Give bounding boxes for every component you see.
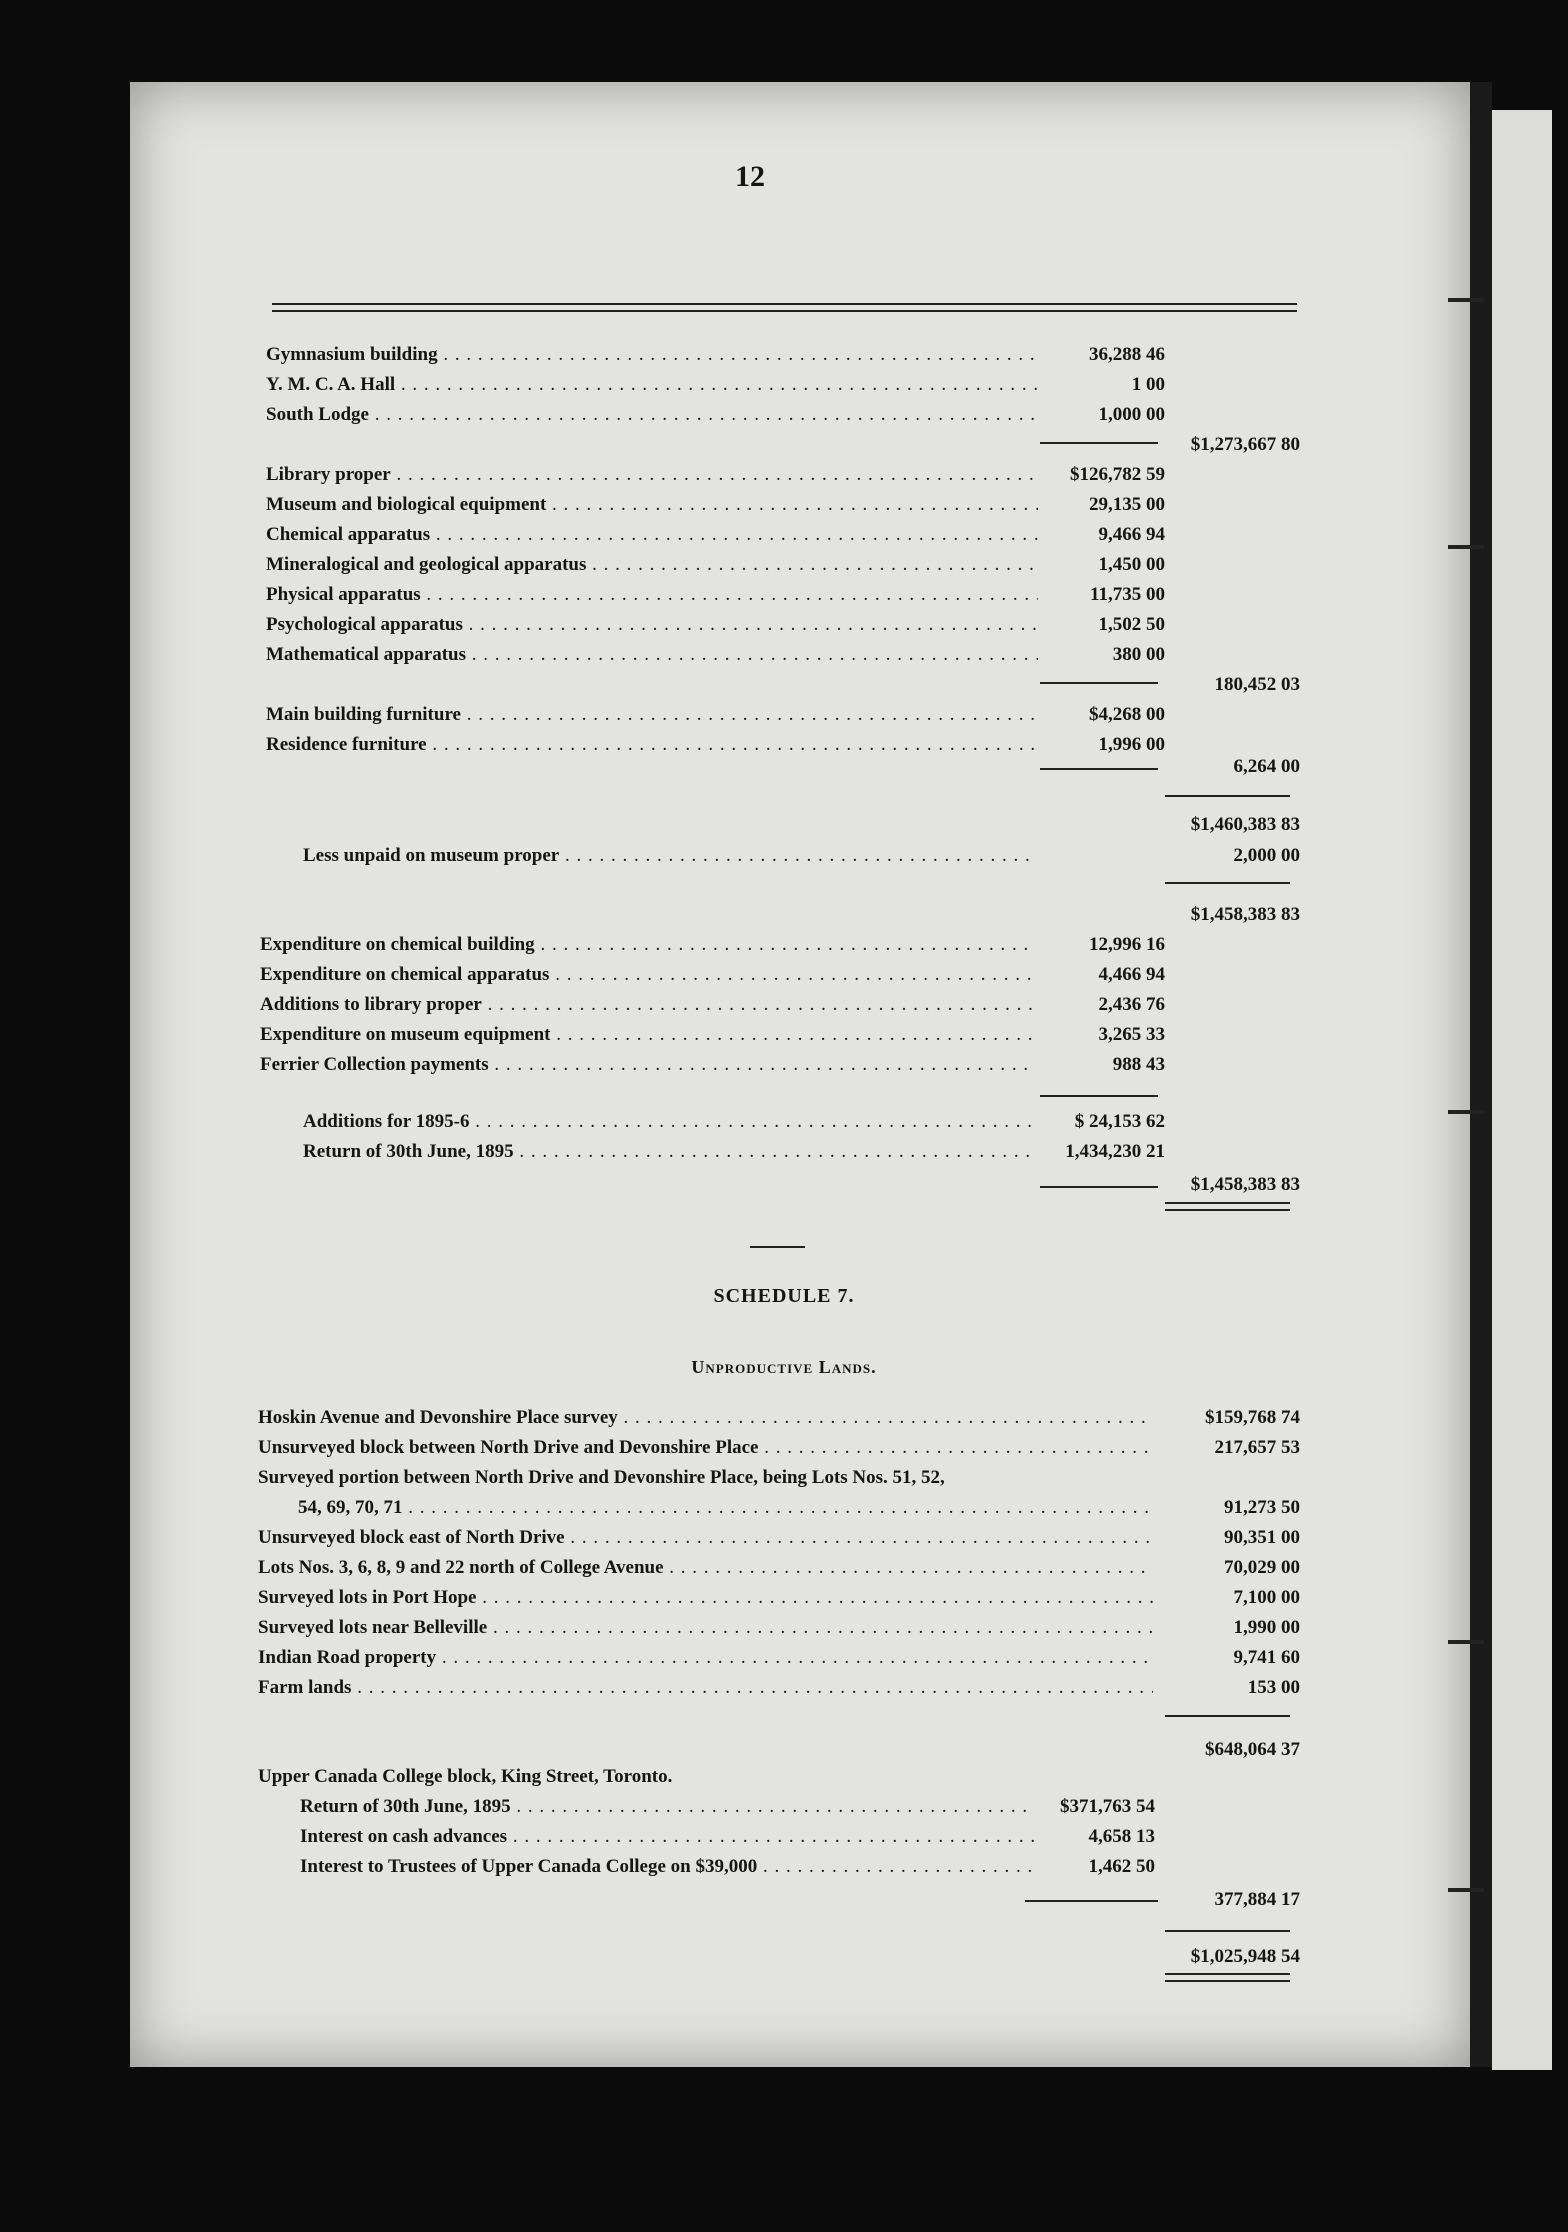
row-label: Library proper . . . <box>266 460 1038 490</box>
row-label-line: Surveyed portion between North Drive and Devonshire Place, being Lots Nos. 51, 52, <box>258 1467 945 1488</box>
row-amount: 1,434,230 21 <box>1065 1141 1165 1162</box>
subtotal: $1,458,383 83 <box>1190 904 1300 925</box>
ledger-total-row <box>0 1170 1568 1200</box>
row-label: Less unpaid on museum proper . . . <box>303 841 1033 871</box>
ledger-row <box>0 1433 1568 1463</box>
row-label: Residence furniture . . . <box>266 730 1038 760</box>
ledger-row <box>0 460 1568 490</box>
row-amount: 36,288 46 <box>1089 344 1165 365</box>
row-label: Expenditure on chemical apparatus . . . <box>260 960 1035 990</box>
row-label: Physical apparatus . . . <box>266 580 1038 610</box>
double-rule <box>1165 1973 1290 1982</box>
ledger-total-row <box>0 1885 1568 1915</box>
row-amount: 1,996 00 <box>1098 734 1165 755</box>
row-amount: 91,273 50 <box>1224 1497 1300 1518</box>
subtotal: $1,460,383 83 <box>1190 814 1300 835</box>
ucc-heading: Upper Canada College block, King Street, Toronto. <box>258 1766 673 1787</box>
ledger-row <box>0 520 1568 550</box>
row-amount: 7,100 00 <box>1233 1587 1300 1608</box>
ledger-row <box>0 400 1568 430</box>
ledger-row <box>0 1583 1568 1613</box>
ledger-total-row <box>0 1942 1568 1972</box>
row-label: Return of 30th June, 1895 . . . <box>300 1792 1035 1822</box>
row-label: Main building furniture . . . <box>266 700 1038 730</box>
row-label: Gymnasium building . . . <box>266 340 1038 370</box>
binding-mark <box>1448 298 1484 302</box>
row-amount: 1 00 <box>1131 374 1165 395</box>
ledger-row <box>0 1553 1568 1583</box>
schedule-subtitle: Unproductive Lands. <box>691 1357 877 1377</box>
row-amount: $ 24,153 62 <box>1074 1111 1165 1132</box>
row-label: Mathematical apparatus . . . <box>266 640 1038 670</box>
ledger-row <box>0 960 1568 990</box>
row-amount: 9,741 60 <box>1233 1647 1300 1668</box>
ledger-row <box>0 370 1568 400</box>
row-amount: 1,462 50 <box>1088 1856 1155 1877</box>
row-label: Lots Nos. 3, 6, 8, 9 and 22 north of College Avenue . . . <box>258 1553 1153 1583</box>
row-label: Indian Road property . . . <box>258 1643 1153 1673</box>
ledger-row <box>0 1613 1568 1643</box>
ledger-row <box>0 1137 1568 1167</box>
row-label: Additions to library proper . . . <box>260 990 1035 1020</box>
ledger-row <box>0 610 1568 640</box>
row-label: Mineralogical and geological apparatus . . . <box>266 550 1038 580</box>
page-number: 12 <box>735 160 765 193</box>
ledger-row <box>0 1792 1568 1822</box>
row-amount: 4,658 13 <box>1088 1826 1155 1847</box>
row-label: Additions for 1895-6 . . . <box>303 1107 1033 1137</box>
row-amount: $126,782 59 <box>1070 464 1165 485</box>
block-total: 180,452 03 <box>1214 674 1300 695</box>
row-amount: 29,135 00 <box>1089 494 1165 515</box>
row-amount: $371,763 54 <box>1060 1796 1155 1817</box>
row-label: Interest on cash advances . . . <box>300 1822 1035 1852</box>
schedule-title: SCHEDULE 7. <box>713 1285 855 1307</box>
ledger-row <box>0 1523 1568 1553</box>
row-label: Unsurveyed block between North Drive and Devonshire Place . . . <box>258 1433 1153 1463</box>
lands-total: $648,064 37 <box>1205 1739 1300 1760</box>
row-amount: $159,768 74 <box>1205 1407 1300 1428</box>
row-label: Farm lands . . . <box>258 1673 1153 1703</box>
row-label: Chemical apparatus . . . <box>266 520 1038 550</box>
row-label: Y. M. C. A. Hall . . . <box>266 370 1038 400</box>
row-amount: 380 00 <box>1112 644 1165 665</box>
row-label: Expenditure on chemical building . . . <box>260 930 1035 960</box>
sum-rule <box>1165 882 1290 884</box>
row-amount: 1,990 00 <box>1233 1617 1300 1638</box>
ledger-row <box>0 1403 1568 1433</box>
row-label: Surveyed lots near Belleville . . . <box>258 1613 1153 1643</box>
block-total: 6,264 00 <box>1233 756 1300 777</box>
ledger-row <box>0 1020 1568 1050</box>
row-amount: 11,735 00 <box>1090 584 1165 605</box>
ledger-row <box>0 930 1568 960</box>
ledger-row <box>0 1643 1568 1673</box>
sum-rule <box>1040 1095 1158 1097</box>
ledger-total-row <box>0 752 1568 782</box>
row-amount: 217,657 53 <box>1214 1437 1300 1458</box>
double-rule <box>1165 1202 1290 1211</box>
row-amount: 2,000 00 <box>1233 845 1300 866</box>
ledger-row <box>0 550 1568 580</box>
row-amount: 9,466 94 <box>1098 524 1165 545</box>
row-amount: 90,351 00 <box>1224 1527 1300 1548</box>
row-label: Museum and biological equipment . . . <box>266 490 1038 520</box>
ledger-total-row <box>0 430 1568 460</box>
block-total: $1,273,667 80 <box>1190 434 1300 455</box>
row-label: Return of 30th June, 1895 . . . <box>303 1137 1033 1167</box>
section-divider <box>750 1246 805 1248</box>
sum-rule <box>1165 1715 1290 1717</box>
ledger-row <box>0 1050 1568 1080</box>
row-label: Expenditure on museum equipment . . . <box>260 1020 1035 1050</box>
ucc-total: 377,884 17 <box>1214 1889 1300 1910</box>
ledger-row <box>0 841 1568 871</box>
row-label: Psychological apparatus . . . <box>266 610 1038 640</box>
row-label: Hoskin Avenue and Devonshire Place survey . . . <box>258 1403 1153 1433</box>
ledger-total-row <box>0 900 1568 930</box>
ledger-total-row <box>0 670 1568 700</box>
row-amount: 1,450 00 <box>1098 554 1165 575</box>
ledger-row <box>0 1107 1568 1137</box>
row-label: Ferrier Collection payments . . . <box>260 1050 1035 1080</box>
row-label: Interest to Trustees of Upper Canada College on $39,000 . . . <box>300 1852 1035 1882</box>
row-label: Unsurveyed block east of North Drive . . . <box>258 1523 1153 1553</box>
row-amount: 2,436 76 <box>1098 994 1165 1015</box>
row-amount: 70,029 00 <box>1224 1557 1300 1578</box>
row-label: South Lodge . . . <box>266 400 1038 430</box>
row-amount: 153 00 <box>1247 1677 1300 1698</box>
grand-total: $1,025,948 54 <box>1190 1946 1300 1967</box>
row-label: Surveyed lots in Port Hope . . . <box>258 1583 1153 1613</box>
ledger-row <box>0 1852 1568 1882</box>
ledger-total-row <box>0 1735 1568 1765</box>
row-amount: $4,268 00 <box>1089 704 1165 725</box>
ledger-row <box>0 1822 1568 1852</box>
row-label: 54, 69, 70, 71 . . . <box>298 1493 1153 1523</box>
row-amount: 12,996 16 <box>1089 934 1165 955</box>
ledger-row <box>0 990 1568 1020</box>
ledger-row <box>0 1493 1568 1523</box>
ledger-total-row <box>0 810 1568 840</box>
ledger-row <box>0 580 1568 610</box>
row-amount: 1,000 00 <box>1098 404 1165 425</box>
row-amount: 3,265 33 <box>1098 1024 1165 1045</box>
header-rule <box>272 303 1297 312</box>
row-amount: 4,466 94 <box>1098 964 1165 985</box>
ledger-row <box>0 700 1568 730</box>
row-amount: 988 43 <box>1112 1054 1165 1075</box>
ledger-row <box>0 490 1568 520</box>
ledger-row <box>0 1673 1568 1703</box>
final-total: $1,458,383 83 <box>1190 1174 1300 1195</box>
ledger-row <box>0 340 1568 370</box>
row-amount: 1,502 50 <box>1098 614 1165 635</box>
sum-rule <box>1165 1930 1290 1932</box>
sum-rule <box>1165 795 1290 797</box>
ledger-row <box>0 640 1568 670</box>
